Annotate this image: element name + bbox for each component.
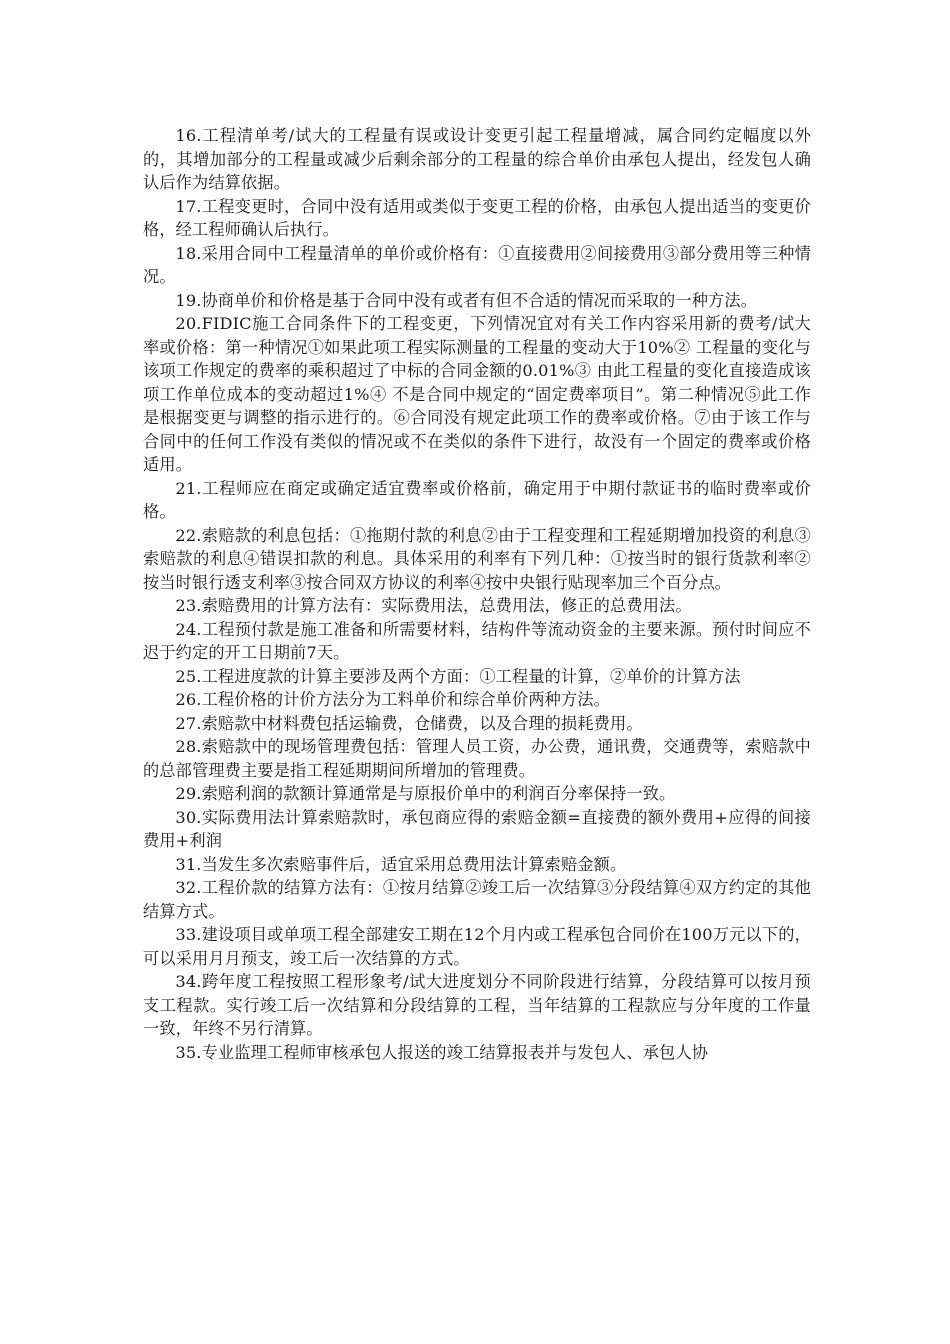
paragraph-18: 18.采用合同中工程量清单的单价或价格有：①直接费用②间接费用③部分费用等三种情况。: [143, 243, 811, 286]
paragraph-25: 25.工程进度款的计算主要涉及两个方面：①工程量的计算，②单价的计算方法: [175, 666, 741, 686]
paragraph-26: 26.工程价格的计价方法分为工料单价和综合单价两种方法。: [175, 690, 611, 709]
paragraph-27: 27.索赔款中材料费包括运输费，仓储费，以及合理的损耗费用。: [175, 713, 643, 733]
paragraph-33: 33.建设项目或单项工程全部建安工期在12个月内或工程承包合同价在100万元以下的，可以采用月月预支，竣工后一次结算的方式。: [143, 925, 811, 968]
paragraph-29: 29.索赔利润的款额计算通常是与原报价单中的利润百分率保持一致。: [175, 784, 676, 803]
paragraph-28: 28.索赔款中的现场管理费包括：管理人员工资，办公费，通讯费，交通费等，索赔款中的总部管理费主要是指工程延期期间所增加的管理费。: [143, 737, 811, 780]
paragraph-21: 21.工程师应在商定或确定适宜费率或价格前，确定用于中期付款证书的临时费率或价格。: [143, 478, 811, 521]
paragraph-34: 34.跨年度工程按照工程形象考/试大进度划分不同阶段进行结算，分段结算可以按月预支工程款。实行竣工后一次结算和分段结算的工程，当年结算的工程款应与分年度的工作量一致，年终不另行清算。: [143, 972, 811, 1038]
paragraph-16: 16.工程清单考/试大的工程量有误或设计变更引起工程量增减，属合同约定幅度以外的，其增加部分的工程量或减少后剩余部分的工程量的综合单价由承包人提出，经发包人确认后作为结算依据。: [143, 126, 811, 192]
document-body: [143, 124, 811, 1064]
paragraph-24: 24.工程预付款是施工准备和所需要材料，结构件等流动资金的主要来源。预付时间应不迟于约定的开工日期前7天。: [143, 619, 811, 662]
paragraph-23: 23.索赔费用的计算方法有：实际费用法，总费用法，修正的总费用法。: [175, 596, 692, 615]
paragraph-19: 19.协商单价和价格是基于合同中没有或者有但不合适的情况而采取的一种方法。: [175, 290, 758, 310]
paragraph-22: 22.索赔款的利息包括：①拖期付款的利息②由于工程变理和工程延期增加投资的利息③索赔款的利息④错误扣款的利息。具体采用的利率有下列几种：①按当时的银行货款利率②按当时银行透支利率③按合同双方协议的利率④按中央银行贴现率加三个百分点。: [143, 525, 811, 592]
paragraph-31: 31.当发生多次索赔事件后，适宜采用总费用法计算索赔金额。: [175, 854, 627, 874]
paragraph-32: 32.工程价款的结算方法有：①按月结算②竣工后一次结算③分段结算④双方约定的其他结算方式。: [143, 878, 811, 921]
paragraph-17: 17.工程变更时，合同中没有适用或类似于变更工程的价格，由承包人提出适当的变更价格，经工程师确认后执行。: [143, 196, 811, 239]
paragraph-35: 35.专业监理工程师审核承包人报送的竣工结算报表并与发包人、承包人协: [175, 1042, 709, 1062]
paragraph-30: 30.实际费用法计算索赔款时，承包商应得的索赔金额=直接费的额外费用+应得的间接费用+利润: [143, 807, 811, 850]
paragraph-20: 20.FIDIC施工合同条件下的工程变更，下列情况宜对有关工作内容采用新的费考/试大率或价格：第一种情况①如果此项工程实际测量的工程量的变动大于10%② 工程量的变化与该项工作规定的费率的乘积超过了中标的合同金额的0.01%③ 由此工程量的变化直接造成该项工作单位成本的变动超过1%④ 不是合同中规定的“固定费率项目”。第二种情况⑤此工作是根据变更与调整的指示进行的。⑥合同没有规定此项工作的费率或价格。⑦由于该工作与合同中的任何工作没有类似的情况或不在类似的条件下进行，故没有一个固定的费率或价格适用。: [143, 314, 811, 474]
